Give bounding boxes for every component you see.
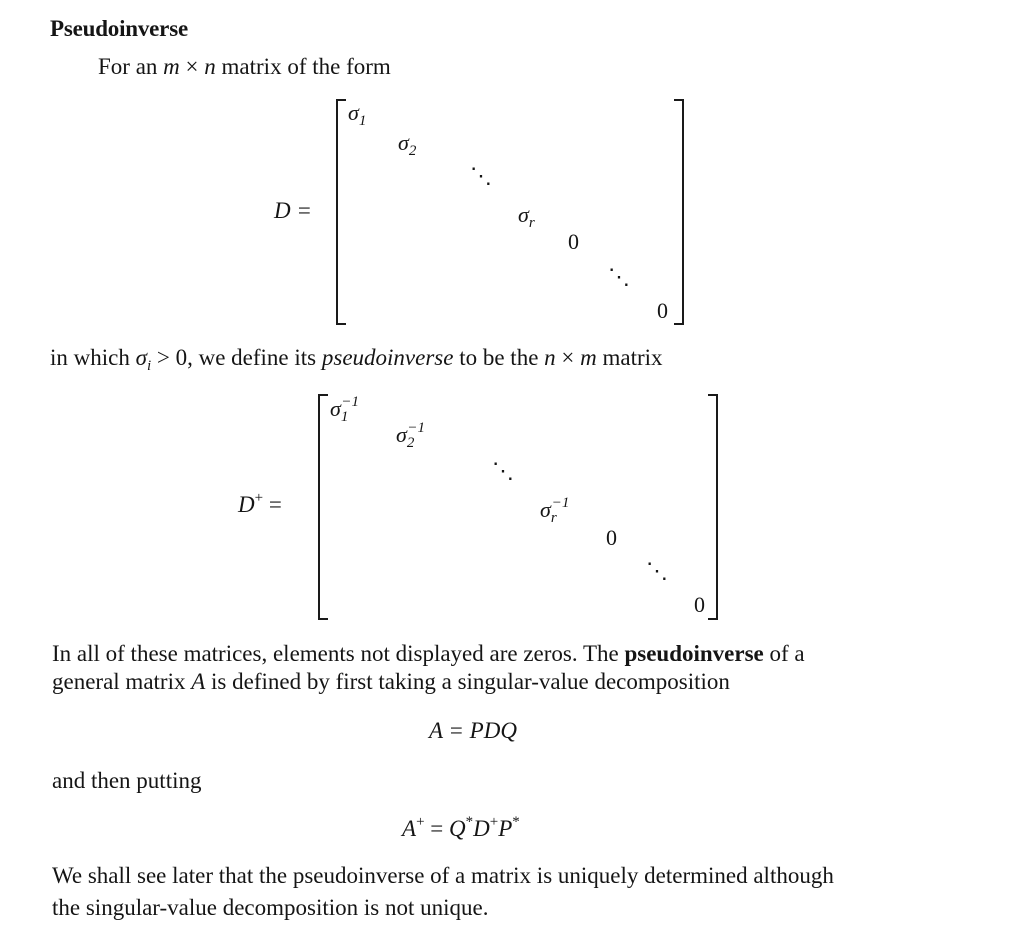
equation-svd: A = PDQ: [429, 718, 517, 743]
matrix-dplus-label: D+ =: [238, 490, 282, 517]
matrix-d-label: D =: [274, 198, 312, 223]
definition-n: n: [544, 345, 556, 370]
matrix-d-sigma1: $\sigma_1$: [348, 100, 367, 129]
matrix-dplus-right-bracket: [708, 394, 718, 620]
definition-part2: , we define its: [187, 345, 322, 370]
matrix-dplus-zero-2: 0: [694, 592, 705, 617]
matrix-d-right-bracket: [674, 99, 684, 325]
matrix-d-zero-2: 0: [657, 298, 668, 323]
definition-line: [50, 343, 663, 376]
section-heading: Pseudoinverse: [50, 16, 188, 41]
closing-line-1: We shall see later that the pseudoinverse of a matrix is uniquely determined although: [52, 863, 834, 888]
definition-gt-zero: > 0: [151, 345, 188, 370]
definition-part1: in which: [50, 345, 136, 370]
definition-sigma-i: $\sigma_i$: [135, 345, 152, 374]
matrix-dplus-sigmar: $\sigma_r^{-1}$: [540, 495, 570, 526]
matrix-dplus-dots-2: ⋱: [646, 558, 668, 583]
intro-n: n: [204, 54, 216, 79]
matrix-dplus-left-bracket: [318, 394, 328, 620]
and-then-line: and then putting: [52, 768, 202, 793]
paragraph-2-line-1: In all of these matrices, elements not displayed are zeros. The pseudoinverse of a: [52, 641, 805, 666]
matrix-d-zero-1: 0: [568, 229, 579, 254]
matrix-dplus-sigma1: $\sigma_1^{-1}$: [330, 394, 359, 425]
paragraph-2-line-2: general matrix A is defined by first taking a singular-value decomposition: [52, 669, 730, 694]
matrix-d-sigmar: $\sigma_r$: [518, 202, 535, 231]
closing-line-2: the singular-value decomposition is not unique.: [52, 895, 489, 920]
matrix-dplus-sigma2: $\sigma_2^{-1}$: [396, 420, 425, 451]
intro-line: [98, 52, 391, 82]
intro-times: ×: [179, 54, 205, 79]
matrix-d-left-bracket: [336, 99, 346, 325]
intro-m: m: [163, 54, 180, 79]
definition-m: m: [580, 345, 597, 370]
matrix-d-dots-2: ⋱: [608, 264, 630, 289]
definition-part3: to be the: [453, 345, 545, 370]
intro-after: matrix of the form: [215, 54, 391, 79]
matrix-d-sigma2: $\sigma_2$: [398, 130, 417, 159]
definition-term: pseudoinverse: [321, 345, 454, 370]
intro-before: For an: [98, 54, 164, 79]
matrix-dplus-dots-1: ⋱: [492, 458, 514, 483]
matrix-dplus-zero-1: 0: [606, 525, 617, 550]
equation-pseudoinverse: A+ = Q*D+P*: [402, 814, 520, 841]
definition-times: ×: [555, 345, 581, 370]
pseudoinverse-term: pseudoinverse: [624, 641, 764, 666]
matrix-d-dots-1: ⋱: [470, 163, 492, 188]
definition-part4: matrix: [596, 345, 663, 370]
